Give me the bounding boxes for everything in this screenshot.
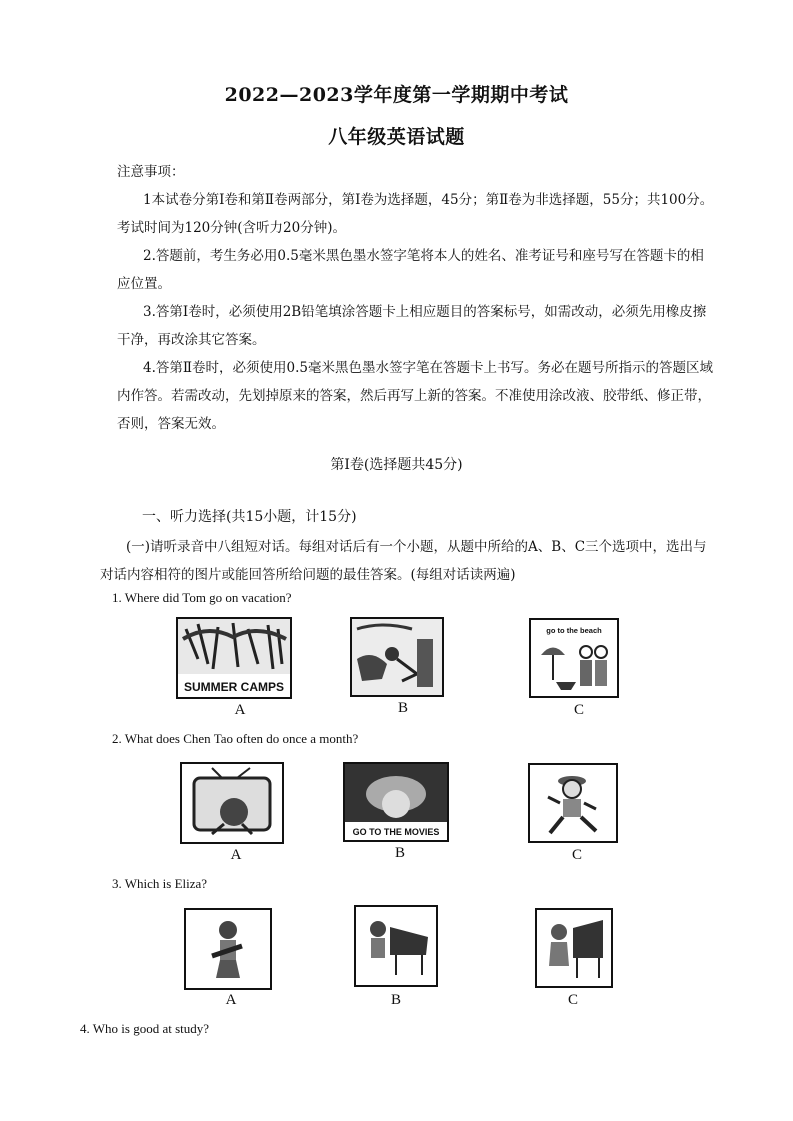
q1-option-a-image xyxy=(176,617,292,699)
q1-option-b-image xyxy=(350,617,444,697)
q1-label-c: C xyxy=(573,702,584,718)
q1-option-c-image xyxy=(529,618,619,698)
question-3: 3. Which is Eliza? xyxy=(112,876,208,891)
q2-option-c-image xyxy=(528,763,618,843)
q1-label-a: A xyxy=(234,702,246,718)
q3-option-c-image xyxy=(535,908,613,988)
part-heading: 一、听力选择(共15小题，计15分) xyxy=(142,509,357,525)
exam-subtitle: 八年级英语试题 xyxy=(328,126,465,148)
q3-label-b: B xyxy=(390,992,401,1008)
q3-option-a-image xyxy=(184,908,272,990)
question-2: 2. What does Chen Tao often do once a month? xyxy=(112,731,359,746)
q2-option-b-image xyxy=(343,762,449,842)
q2-label-a: A xyxy=(230,847,242,863)
note-item: 1本试卷分第Ⅰ卷和第Ⅱ卷两部分，第Ⅰ卷为选择题，45分；第Ⅱ卷为非选择题，55分；共100分。考试时间为120分钟(含听力20分钟)。 xyxy=(117,192,714,236)
q2-b-caption: GO TO THE MOVIES xyxy=(352,827,440,837)
q3-label-a: A xyxy=(225,992,237,1008)
notes-heading: 注意事项： xyxy=(117,164,185,180)
note-item: 2.答题前，考生务必用0.5毫米黑色墨水签字笔将本人的姓名、准考证号和座号写在答题卡的相应位置。 xyxy=(117,248,704,292)
question-4: 4. Who is good at study? xyxy=(80,1021,210,1036)
q2-option-a-image xyxy=(180,762,284,844)
q1-c-caption: go to the beach xyxy=(546,626,602,635)
q1-label-b: B xyxy=(397,700,408,716)
instructions: (一)请听录音中八组短对话。每组对话后有一个小题，从题中所给的A、B、C三个选项中，选出与对话内容相符的图片或能回答所给问题的最佳答案。(每组对话读两遍) xyxy=(100,539,707,583)
q1-a-caption: SUMMER CAMPS xyxy=(183,680,285,694)
exam-title: 2022—2023学年度第一学期期中考试 xyxy=(224,84,569,106)
section-heading: 第Ⅰ卷(选择题共45分) xyxy=(330,457,463,473)
note-item: 3.答第Ⅰ卷时，必须使用2B铅笔填涂答题卡上相应题目的答案标号，如需改动，必须先用橡皮擦干净，再改涂其它答案。 xyxy=(117,304,707,348)
q2-label-c: C xyxy=(571,847,582,863)
note-item: 4.答第Ⅱ卷时，必须使用0.5毫米黑色墨水签字笔在答题卡上书写。务必在题号所指示的答题区域内作答。若需改动，先划掉原来的答案，然后再写上新的答案。不准使用涂改液、胶带纸、修正带，否则，答案无效。 xyxy=(117,360,714,432)
q3-label-c: C xyxy=(567,992,578,1008)
q3-option-b-image xyxy=(354,905,438,987)
q2-label-b: B xyxy=(394,845,405,861)
notes-block xyxy=(117,158,717,438)
question-1: 1. Where did Tom go on vacation? xyxy=(112,590,292,605)
